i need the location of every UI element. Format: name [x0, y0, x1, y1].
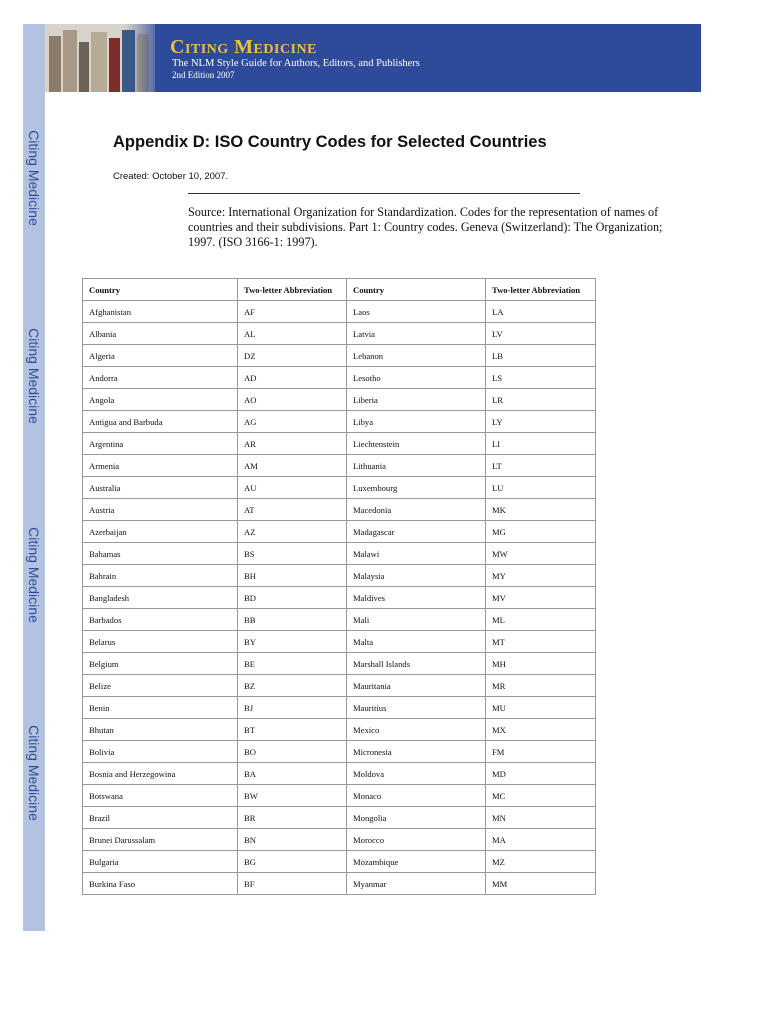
table-row	[83, 631, 596, 653]
code-cell: MZ	[486, 851, 596, 873]
table-row	[83, 389, 596, 411]
header-banner	[45, 24, 701, 92]
country-cell: Lithuania	[347, 455, 486, 477]
table-row	[83, 609, 596, 631]
code-cell: AR	[238, 433, 347, 455]
code-cell: BY	[238, 631, 347, 653]
country-cell: Albania	[83, 323, 238, 345]
country-cell: Barbados	[83, 609, 238, 631]
code-cell: BB	[238, 609, 347, 631]
code-cell: MT	[486, 631, 596, 653]
code-cell: AZ	[238, 521, 347, 543]
country-cell: Armenia	[83, 455, 238, 477]
country-cell: Antigua and Barbuda	[83, 411, 238, 433]
code-cell: MR	[486, 675, 596, 697]
country-cell: Bhutan	[83, 719, 238, 741]
code-cell: LU	[486, 477, 596, 499]
code-cell: LB	[486, 345, 596, 367]
country-cell: Lebanon	[347, 345, 486, 367]
code-cell: BR	[238, 807, 347, 829]
country-cell: Mozambique	[347, 851, 486, 873]
country-cell: Maldives	[347, 587, 486, 609]
code-cell: ML	[486, 609, 596, 631]
table-row	[83, 741, 596, 763]
country-cell: Laos	[347, 301, 486, 323]
table-row	[83, 301, 596, 323]
column-header: Country	[83, 279, 238, 301]
table-row	[83, 367, 596, 389]
code-cell: BT	[238, 719, 347, 741]
country-cell: Andorra	[83, 367, 238, 389]
code-cell: BO	[238, 741, 347, 763]
country-cell: Moldova	[347, 763, 486, 785]
code-cell: BW	[238, 785, 347, 807]
code-cell: AO	[238, 389, 347, 411]
column-header: Two-letter Abbreviation	[486, 279, 596, 301]
country-cell: Malawi	[347, 543, 486, 565]
country-cell: Mexico	[347, 719, 486, 741]
code-cell: MA	[486, 829, 596, 851]
code-cell: AF	[238, 301, 347, 323]
country-cell: Bahamas	[83, 543, 238, 565]
country-cell: Marshall Islands	[347, 653, 486, 675]
table-row	[83, 807, 596, 829]
country-cell: Morocco	[347, 829, 486, 851]
country-cell: Belize	[83, 675, 238, 697]
country-cell: Belgium	[83, 653, 238, 675]
country-cell: Mauritius	[347, 697, 486, 719]
code-cell: BA	[238, 763, 347, 785]
created-date: Created: October 10, 2007.	[113, 171, 229, 182]
country-cell: Mauritania	[347, 675, 486, 697]
table-body	[83, 301, 596, 895]
country-cell: Brazil	[83, 807, 238, 829]
code-cell: LS	[486, 367, 596, 389]
code-cell: BJ	[238, 697, 347, 719]
table-row	[83, 521, 596, 543]
code-cell: BZ	[238, 675, 347, 697]
code-cell: MD	[486, 763, 596, 785]
table-row	[83, 829, 596, 851]
country-cell: Madagascar	[347, 521, 486, 543]
country-cell: Bulgaria	[83, 851, 238, 873]
country-cell: Bahrain	[83, 565, 238, 587]
code-cell: DZ	[238, 345, 347, 367]
page-title: Appendix D: ISO Country Codes for Selected Countries	[113, 133, 547, 151]
country-cell: Myanmar	[347, 873, 486, 895]
code-cell: MY	[486, 565, 596, 587]
table-row	[83, 675, 596, 697]
table-row	[83, 653, 596, 675]
country-cell: Afghanistan	[83, 301, 238, 323]
table-row	[83, 697, 596, 719]
code-cell: FM	[486, 741, 596, 763]
table-row	[83, 543, 596, 565]
code-cell: MV	[486, 587, 596, 609]
country-cell: Benin	[83, 697, 238, 719]
country-cell: Liechtenstein	[347, 433, 486, 455]
code-cell: MU	[486, 697, 596, 719]
banner-title: Citing Medicine	[170, 36, 317, 58]
code-cell: BG	[238, 851, 347, 873]
code-cell: AL	[238, 323, 347, 345]
country-cell: Brunei Darussalam	[83, 829, 238, 851]
side-label: Citing Medicine	[26, 725, 42, 821]
code-cell: MG	[486, 521, 596, 543]
code-cell: MC	[486, 785, 596, 807]
code-cell: BH	[238, 565, 347, 587]
code-cell: AG	[238, 411, 347, 433]
country-cell: Burkina Faso	[83, 873, 238, 895]
country-cell: Luxembourg	[347, 477, 486, 499]
code-cell: BF	[238, 873, 347, 895]
code-cell: AT	[238, 499, 347, 521]
code-cell: BN	[238, 829, 347, 851]
country-cell: Lesotho	[347, 367, 486, 389]
country-cell: Mongolia	[347, 807, 486, 829]
country-cell: Angola	[83, 389, 238, 411]
code-cell: MM	[486, 873, 596, 895]
table-row	[83, 873, 596, 895]
code-cell: AM	[238, 455, 347, 477]
country-cell: Argentina	[83, 433, 238, 455]
table-row	[83, 345, 596, 367]
code-cell: LR	[486, 389, 596, 411]
code-cell: LY	[486, 411, 596, 433]
code-cell: LA	[486, 301, 596, 323]
code-cell: BD	[238, 587, 347, 609]
table-row	[83, 477, 596, 499]
country-cell: Mali	[347, 609, 486, 631]
code-cell: MX	[486, 719, 596, 741]
column-header: Country	[347, 279, 486, 301]
table-row	[83, 455, 596, 477]
country-cell: Algeria	[83, 345, 238, 367]
table-header-row	[83, 279, 596, 301]
code-cell: AU	[238, 477, 347, 499]
side-label: Citing Medicine	[26, 130, 42, 226]
table-row	[83, 411, 596, 433]
country-cell: Latvia	[347, 323, 486, 345]
banner-subtitle: The NLM Style Guide for Authors, Editors, and Publishers	[172, 58, 420, 69]
table-row	[83, 587, 596, 609]
code-cell: LV	[486, 323, 596, 345]
country-cell: Austria	[83, 499, 238, 521]
table-row	[83, 433, 596, 455]
country-cell: Azerbaijan	[83, 521, 238, 543]
table-row	[83, 785, 596, 807]
banner-fade	[125, 24, 165, 92]
country-cell: Malaysia	[347, 565, 486, 587]
divider	[188, 193, 580, 194]
column-header: Two-letter Abbreviation	[238, 279, 347, 301]
country-cell: Belarus	[83, 631, 238, 653]
code-cell: MH	[486, 653, 596, 675]
country-cell: Monaco	[347, 785, 486, 807]
country-cell: Micronesia	[347, 741, 486, 763]
country-cell: Liberia	[347, 389, 486, 411]
code-cell: MK	[486, 499, 596, 521]
code-cell: AD	[238, 367, 347, 389]
banner-edition: 2nd Edition 2007	[172, 70, 235, 80]
code-cell: BS	[238, 543, 347, 565]
country-cell: Malta	[347, 631, 486, 653]
side-label: Citing Medicine	[26, 328, 42, 424]
code-cell: LT	[486, 455, 596, 477]
table-row	[83, 565, 596, 587]
country-cell: Australia	[83, 477, 238, 499]
side-label: Citing Medicine	[26, 527, 42, 623]
country-cell: Botswana	[83, 785, 238, 807]
code-cell: MN	[486, 807, 596, 829]
code-cell: BE	[238, 653, 347, 675]
country-cell: Macedonia	[347, 499, 486, 521]
table-row	[83, 499, 596, 521]
source-citation: Source: International Organization for Standardization. Codes for the representation of names of countries and their subdivisions. Part 1: Country codes. Geneva (Switzerland): The Organization; 1997. (ISO 3166-1: 1997).	[188, 205, 663, 249]
country-cell: Bolivia	[83, 741, 238, 763]
code-cell: LI	[486, 433, 596, 455]
country-cell: Bangladesh	[83, 587, 238, 609]
country-cell: Bosnia and Herzegowina	[83, 763, 238, 785]
table-row	[83, 719, 596, 741]
table-row	[83, 851, 596, 873]
country-codes-table	[82, 278, 596, 895]
table-row	[83, 763, 596, 785]
table-row	[83, 323, 596, 345]
code-cell: MW	[486, 543, 596, 565]
country-cell: Libya	[347, 411, 486, 433]
